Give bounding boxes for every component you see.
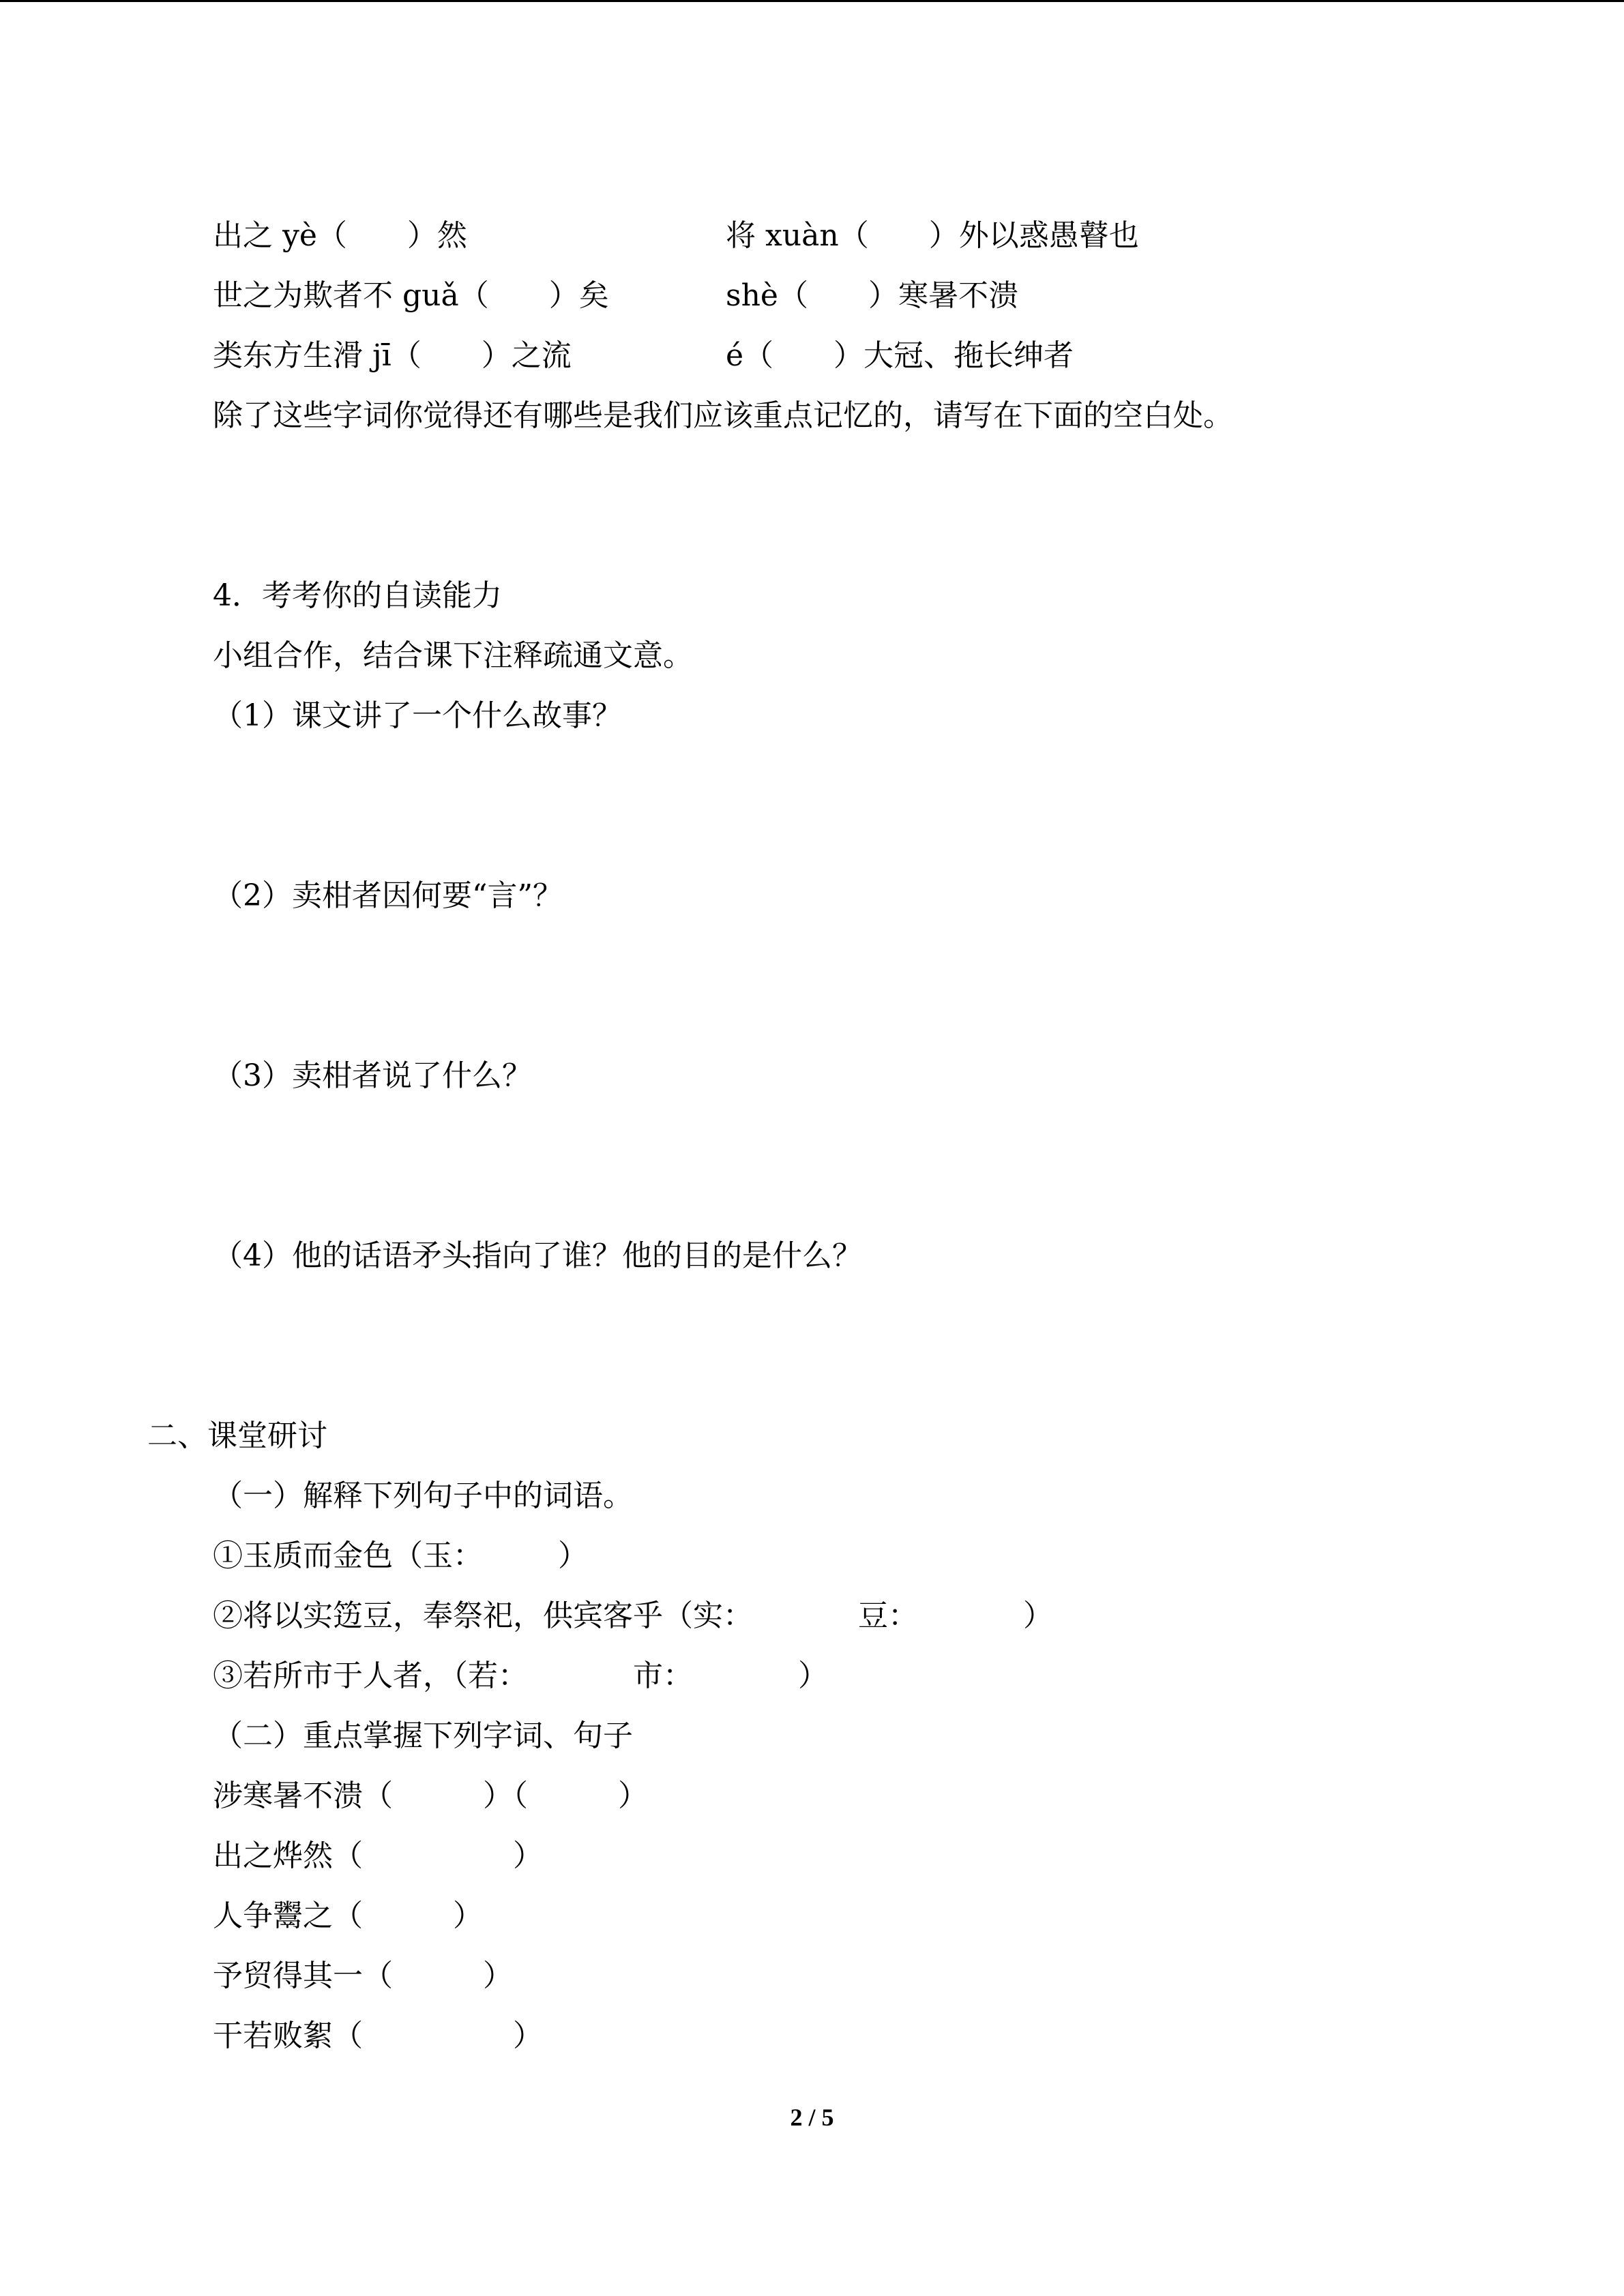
discussion-part-1-item: ②将以实笾豆，奉祭祀，供宾客乎（实： 豆： ） bbox=[213, 1598, 1053, 1633]
pinyin-row-2-left: 世之为欺者不 guǎ（ ）矣 bbox=[213, 278, 609, 313]
pinyin-row-3-left: 类东方生滑 jī（ ）之流 bbox=[213, 338, 572, 373]
question-2: （2）卖柑者因何要“言”？ bbox=[213, 878, 563, 913]
question-4: （4）他的话语矛头指向了谁？他的目的是什么？ bbox=[213, 1238, 862, 1273]
extra-words-prompt: 除了这些字词你觉得还有哪些是我们应该重点记忆的，请写在下面的空白处。 bbox=[213, 398, 1233, 433]
discussion-part-2-item: 干若败絮（ ） bbox=[213, 2018, 543, 2053]
page-number: 2 / 5 bbox=[790, 2104, 834, 2131]
discussion-part-1-item: ①玉质而金色（玉： ） bbox=[213, 1538, 588, 1573]
discussion-part-1-title: （一）解释下列句子中的词语。 bbox=[213, 1478, 633, 1513]
discussion-part-2-item: 予贸得其一（ ） bbox=[213, 1958, 513, 1993]
pinyin-row-1-left: 出之 yè（ ）然 bbox=[213, 218, 467, 253]
pinyin-row-3-right: é（ ）大冠、拖长绅者 bbox=[726, 338, 1074, 373]
question-3: （3）卖柑者说了什么？ bbox=[213, 1058, 532, 1093]
discussion-part-1-item: ③若所市于人者，（若： 市： ） bbox=[213, 1658, 828, 1693]
discussion-part-2-item: 人争鬻之（ ） bbox=[213, 1898, 483, 1933]
question-1: （1）课文讲了一个什么故事？ bbox=[213, 698, 622, 733]
discussion-part-2-item: 涉寒暑不溃（ ）（ ） bbox=[213, 1778, 648, 1813]
pinyin-row-2-right: shè（ ）寒暑不溃 bbox=[726, 278, 1018, 313]
discussion-heading: 二、课堂研讨 bbox=[147, 1418, 327, 1453]
pinyin-row-1-right: 将 xuàn（ ）外以惑愚瞽也 bbox=[726, 218, 1139, 253]
discussion-part-2-title: （二）重点掌握下列字词、句子 bbox=[213, 1718, 633, 1753]
page-top-border bbox=[0, 0, 1624, 2]
self-reading-heading: 4．考考你的自读能力 bbox=[213, 578, 502, 613]
discussion-part-2-item: 出之烨然（ ） bbox=[213, 1838, 543, 1873]
self-reading-instruction: 小组合作，结合课下注释疏通文意。 bbox=[213, 638, 693, 673]
